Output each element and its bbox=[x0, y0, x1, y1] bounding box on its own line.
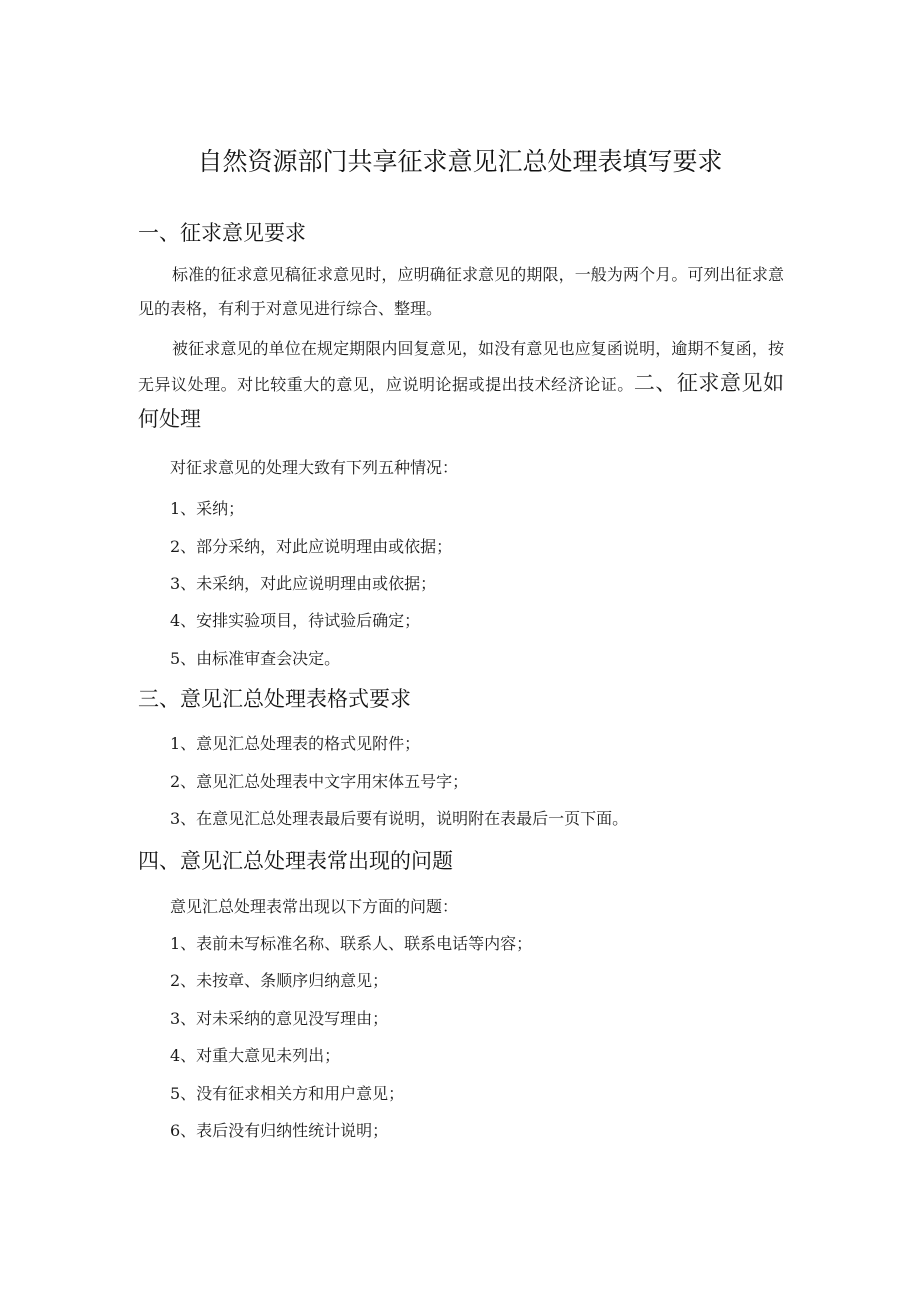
section-1-paragraph-2-text: 被征求意见的单位在规定期限内回复意见，如没有意见也应复函说明，逾期不复函，按无异议处理。对比较重大的意见，应说明论据或提出技术经济论证。 bbox=[138, 339, 784, 394]
list-item: 1、表前未写标准名称、联系人、联系电话等内容； bbox=[170, 934, 533, 953]
list-item: 2、部分采纳，对此应说明理由或依据； bbox=[170, 537, 453, 556]
section-4-intro: 意见汇总处理表常出现以下方面的问题： bbox=[170, 897, 459, 916]
section-2-heading: 二、征求意见如何处理 bbox=[138, 371, 784, 431]
section-1-paragraph-2 bbox=[138, 332, 784, 438]
section-1-heading: 一、征求意见要求 bbox=[138, 221, 306, 245]
list-item: 5、没有征求相关方和用户意见； bbox=[170, 1084, 405, 1103]
list-item: 5、由标准审查会决定。 bbox=[170, 649, 341, 668]
section-1-paragraph-1: 标准的征求意见稿征求意见时，应明确征求意见的期限，一般为两个月。可列出征求意见的表格，有利于对意见进行综合、整理。 bbox=[138, 265, 784, 318]
list-item: 2、意见汇总处理表中文字用宋体五号字； bbox=[170, 772, 469, 791]
section-3-heading: 三、意见汇总处理表格式要求 bbox=[138, 687, 411, 711]
list-item: 3、对未采纳的意见没写理由； bbox=[170, 1009, 389, 1028]
list-item: 4、对重大意见未列出； bbox=[170, 1046, 341, 1065]
list-item: 6、表后没有归纳性统计说明； bbox=[170, 1121, 389, 1140]
list-item: 2、未按章、条顺序归纳意见； bbox=[170, 971, 389, 990]
document-title: 自然资源部门共享征求意见汇总处理表填写要求 bbox=[197, 147, 723, 176]
section-2-intro: 对征求意见的处理大致有下列五种情况： bbox=[170, 458, 459, 477]
list-item: 1、意见汇总处理表的格式见附件； bbox=[170, 734, 421, 753]
list-item: 1、采纳； bbox=[170, 499, 245, 518]
section-4-heading: 四、意见汇总处理表常出现的问题 bbox=[138, 849, 453, 873]
list-item: 3、未采纳，对此应说明理由或依据； bbox=[170, 574, 437, 593]
list-item: 4、安排实验项目，待试验后确定； bbox=[170, 611, 421, 630]
list-item: 3、在意见汇总处理表最后要有说明，说明附在表最后一页下面。 bbox=[170, 809, 629, 828]
